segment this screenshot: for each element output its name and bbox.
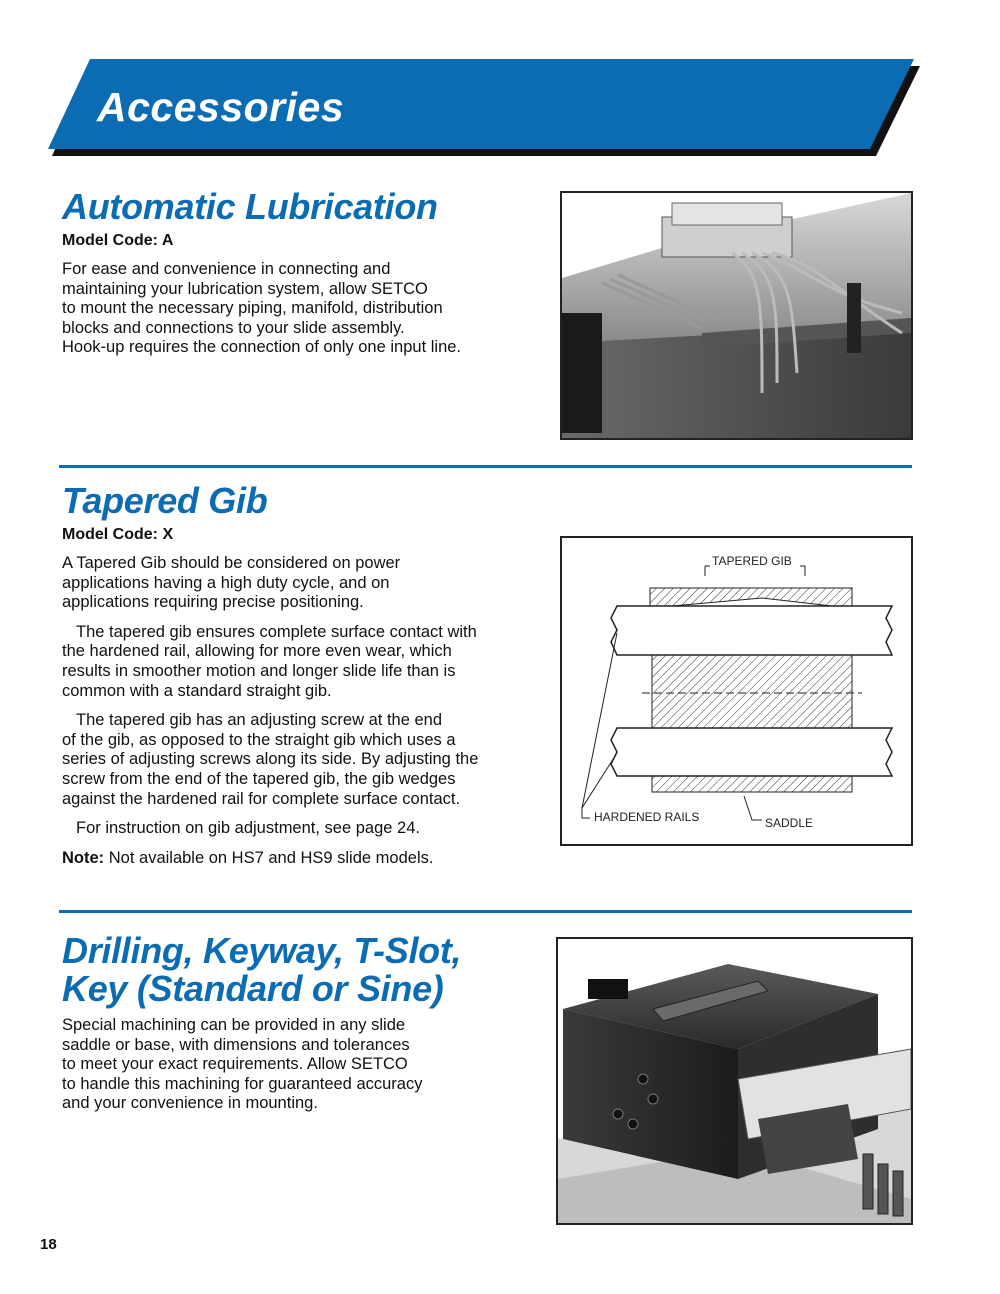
- section-title: Automatic Lubrication: [62, 186, 438, 227]
- body-paragraph: A Tapered Gib should be considered on power applications having a high duty cycle, and on applications requiring precise positioning.: [62, 554, 401, 612]
- body-paragraph: For instruction on gib adjustment, see page 24.: [76, 819, 420, 838]
- section-divider: [59, 910, 912, 913]
- section-divider: [59, 465, 912, 468]
- label-tapered-gib: TAPERED GIB: [712, 554, 792, 568]
- note-text: Not available on HS7 and HS9 slide models.: [104, 848, 434, 867]
- lubrication-photo: [560, 191, 913, 440]
- model-code: Model Code: A: [62, 232, 174, 249]
- header-banner: [0, 0, 1000, 170]
- machining-photo: [556, 937, 913, 1225]
- body-paragraph: Special machining can be provided in any slide saddle or base, with dimensions and tolerances to meet your exact requirements. Allow SETCO to handle this machining for guaranteed accuracy and your convenience in mounting.: [62, 1016, 423, 1113]
- section-title-line-1: Drilling, Keyway, T-Slot,: [62, 930, 462, 971]
- page-number: 18: [40, 1236, 57, 1253]
- note: [62, 849, 532, 869]
- note-label: Note:: [62, 848, 105, 867]
- body-paragraph: The tapered gib ensures complete surface contact with the hardened rail, allowing for more even wear, which results in smoother motion and longer slide life than is common with a standard straight gib.: [62, 622, 477, 700]
- tapered-gib-diagram: [560, 536, 913, 846]
- section-title: Tapered Gib: [62, 480, 268, 521]
- body-paragraph: The tapered gib has an adjusting screw at the end of the gib, as opposed to the straight gib which uses a series of adjusting screws along its side. By adjusting the screw from the end of the tapered gib, the gib wedges against the hardened rail for complete surface contact.: [62, 711, 479, 808]
- section-title-line-2: Key (Standard or Sine): [62, 968, 444, 1009]
- page-title: Accessories: [97, 84, 345, 130]
- label-saddle: SADDLE: [765, 816, 814, 830]
- section-drilling-keyway: [62, 932, 532, 1114]
- section-tapered-gib: [62, 482, 532, 868]
- model-code: Model Code: X: [62, 526, 174, 543]
- label-hardened-rails: HARDENED RAILS: [594, 810, 700, 824]
- body-paragraph: For ease and convenience in connecting and maintaining your lubrication system, allow SETCO to mount the necessary piping, manifold, distribution blocks and connections to your slide assembly. Hook-up requires the connection of only one input line.: [62, 260, 462, 357]
- section-automatic-lubrication: [62, 188, 532, 358]
